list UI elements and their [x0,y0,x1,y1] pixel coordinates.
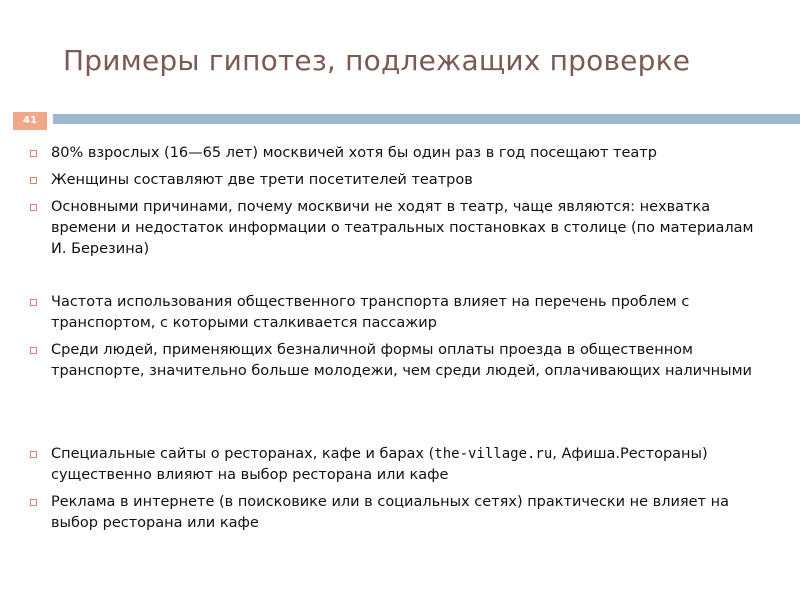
list-item [30,197,770,260]
square-bullet-icon [30,499,37,506]
slide-title: Примеры гипотез, подлежащих проверке [63,44,691,77]
square-bullet-icon [30,299,37,306]
list-item [30,444,770,486]
list-item-text: Реклама в интернете (в поисковике или в социальных сетях) практически не влияет на выбор ресторана или кафе [51,494,729,531]
list-item [30,292,770,334]
list-item-text: Основными причинами, почему москвичи не ходят в театр, чаще являются: нехватка времени и недостаток информации о театральных постановках в столице (по материалам И. Березина) [51,199,754,257]
list-item-text-part: , Афиша.Рестораны) существенно влияют на выбор ресторана или кафе [51,446,708,483]
list-item-text: Женщины составляют две трети посетителей театров [51,172,473,188]
list-item-text: 80% взрослых (16—65 лет) москвичей хотя бы один раз в год посещают театр [51,145,657,161]
list-item [30,492,770,534]
square-bullet-icon [30,347,37,354]
hypotheses-list [30,143,770,540]
list-item [30,143,770,164]
square-bullet-icon [30,177,37,184]
list-item-text-part: Специальные сайты о ресторанах, кафе и барах ( [51,446,435,462]
list-item-text: Частота использования общественного транспорта влияет на перечень проблем с транспортом, с которыми сталкивается пассажир [51,294,690,331]
square-bullet-icon [30,451,37,458]
square-bullet-icon [30,204,37,211]
square-bullet-icon [30,150,37,157]
website-reference: the-village.ru [434,446,553,462]
spacer [30,266,770,292]
spacer [30,388,770,444]
slide-number-badge: 41 [13,112,47,130]
list-item [30,340,770,382]
list-item [30,170,770,191]
list-item-text: Среди людей, применяющих безналичной формы оплаты проезда в общественном транспорте, значительно больше молодежи, чем среди людей, оплачивающих наличными [51,342,752,379]
title-divider-bar [53,114,800,124]
